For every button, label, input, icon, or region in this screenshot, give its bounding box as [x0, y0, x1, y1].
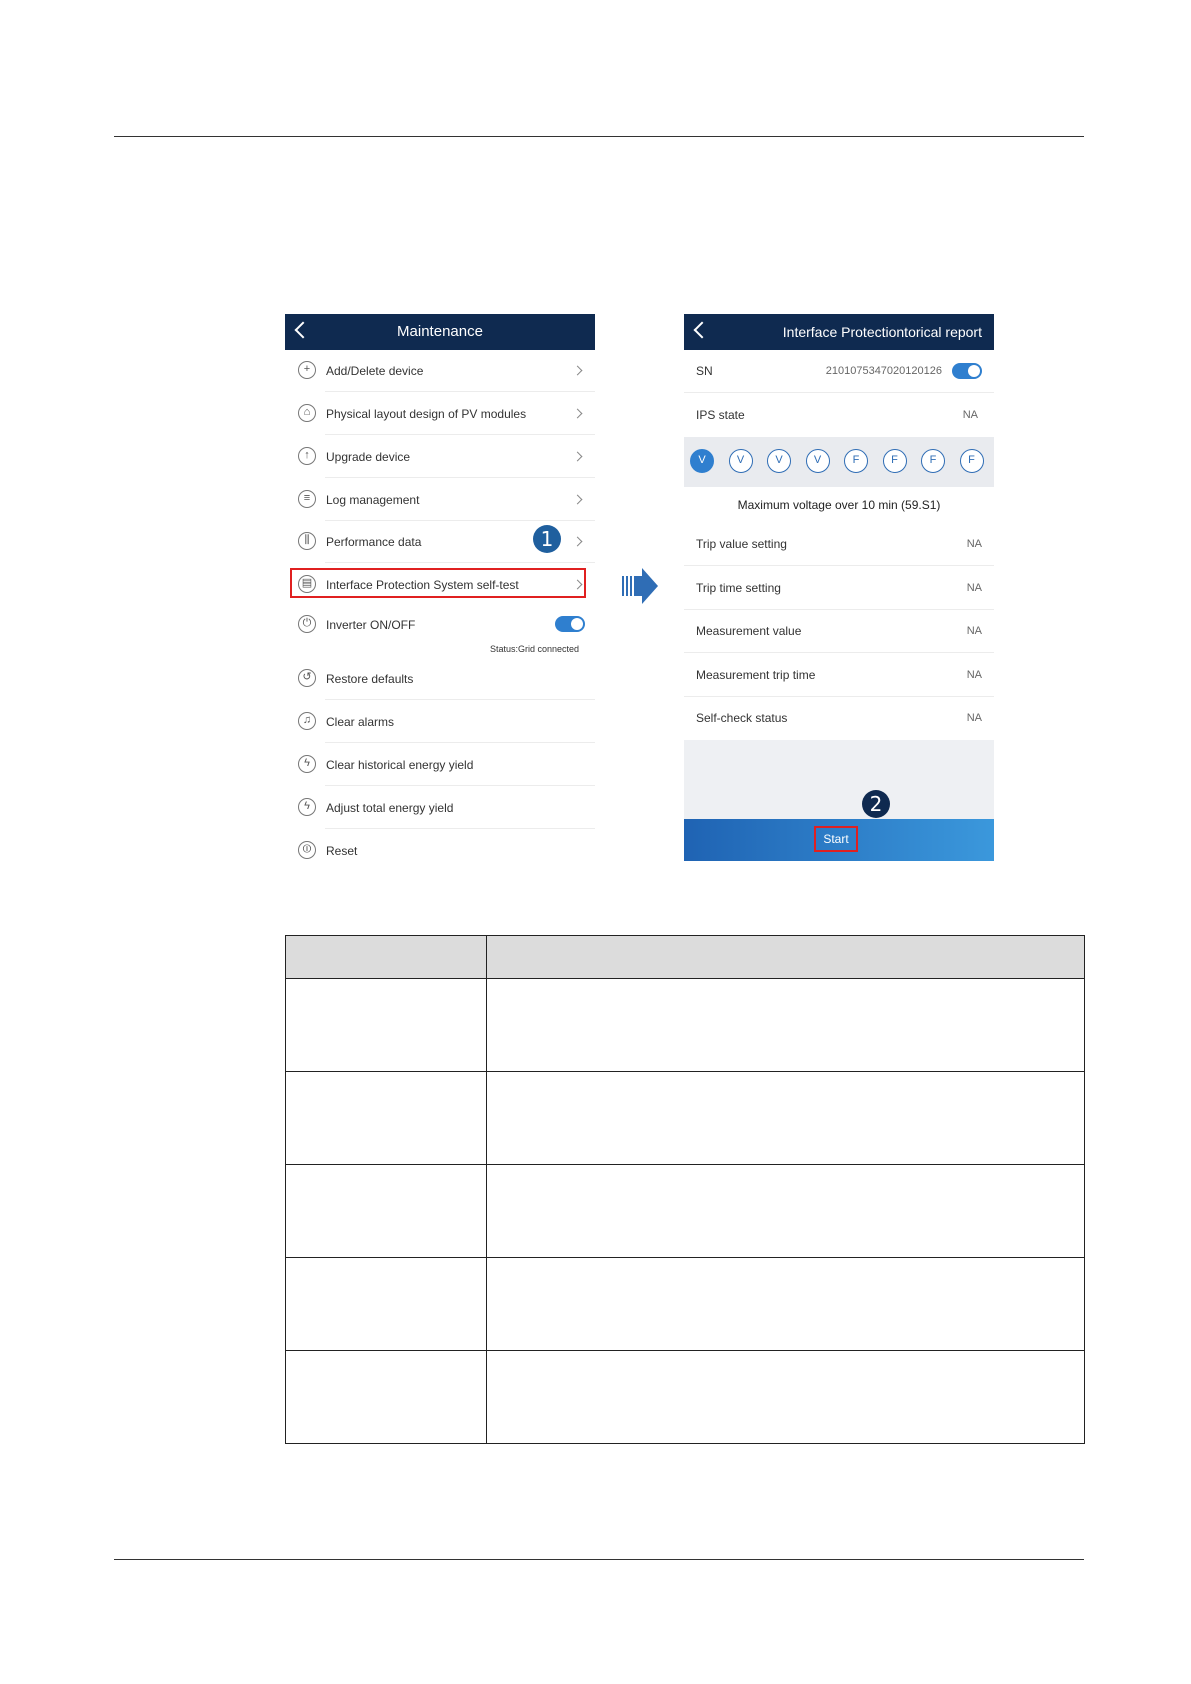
chevron-right-icon	[573, 537, 583, 547]
table-cell	[487, 1258, 1085, 1351]
ips-state-label: IPS state	[696, 408, 745, 422]
ips-result-label: Trip time setting	[696, 580, 781, 595]
ips-result-value: NA	[966, 625, 982, 637]
ips-test-icon[interactable]: F	[883, 449, 907, 473]
chevron-right-icon	[573, 452, 583, 462]
menu-item-label: Reset	[326, 844, 358, 858]
ips-result-label: Self-check status	[696, 711, 788, 725]
table-row	[286, 1258, 1085, 1351]
ips-test-icon[interactable]: F	[960, 449, 984, 473]
table-cell	[487, 1351, 1085, 1444]
bottom-rule	[114, 1559, 1084, 1560]
ips-result-row	[684, 654, 994, 697]
ips-state-value: NA	[962, 409, 978, 421]
ips-test-icon[interactable]: V	[767, 449, 791, 473]
chevron-right-icon	[573, 366, 583, 376]
table-row	[286, 1165, 1085, 1258]
alarm-icon: ♫	[298, 712, 316, 730]
maintenance-title: Maintenance	[397, 323, 483, 340]
ips-result-row	[684, 697, 994, 740]
menu-item-label: Performance data	[326, 535, 422, 549]
power-icon: ⏻	[298, 615, 316, 633]
table-cell	[286, 979, 487, 1072]
table-header-row	[286, 936, 1085, 979]
restore-icon: ↺	[298, 669, 316, 687]
inverter-status: Status:Grid connected	[489, 644, 579, 654]
menu-item[interactable]	[285, 830, 595, 872]
start-button[interactable]: Start	[814, 826, 858, 852]
ips-result-row	[684, 610, 994, 653]
sn-label: SN	[696, 364, 713, 378]
menu-item-label: Inverter ON/OFF	[326, 618, 416, 632]
ips-test-icon[interactable]: V	[729, 449, 753, 473]
table-header-cell	[286, 936, 487, 979]
parameter-table	[285, 935, 1085, 1444]
table-cell	[487, 1072, 1085, 1165]
self-test-highlight	[290, 568, 586, 598]
ips-screen	[684, 314, 994, 861]
menu-item[interactable]	[285, 604, 595, 646]
menu-item[interactable]	[285, 701, 595, 743]
step-2-badge: 2	[862, 790, 890, 818]
menu-item[interactable]	[285, 350, 595, 392]
ips-test-strip	[684, 437, 994, 487]
table-row	[286, 1072, 1085, 1165]
menu-item[interactable]	[285, 787, 595, 829]
maintenance-header	[285, 314, 595, 350]
menu-item-label: Interface Protection System self-test	[326, 578, 519, 592]
ips-title: Interface Protectiontorical report	[782, 324, 982, 340]
ips-result-label: Measurement trip time	[696, 667, 816, 682]
maintenance-screen	[285, 314, 595, 864]
ips-result-value: NA	[966, 581, 982, 594]
table-row	[286, 1351, 1085, 1444]
menu-item[interactable]	[285, 744, 595, 786]
upgrade-icon: ↑	[298, 447, 316, 465]
ips-result-label: Measurement value	[696, 624, 802, 638]
sn-row	[684, 350, 994, 393]
layout-icon: ⌂	[298, 404, 316, 422]
table-cell	[286, 1165, 487, 1258]
ips-test-caption: Maximum voltage over 10 min (59.S1)	[737, 498, 941, 512]
ips-result-row	[684, 567, 994, 610]
table-cell	[487, 1165, 1085, 1258]
energy-icon: ϟ	[298, 755, 316, 773]
menu-item-label: Clear alarms	[326, 715, 395, 729]
menu-item-label: Upgrade device	[326, 450, 411, 464]
plus-circle-icon: +	[298, 361, 316, 379]
ips-test-icon[interactable]: V	[690, 449, 714, 473]
inverter-toggle[interactable]	[555, 616, 585, 632]
ips-result-value: NA	[966, 668, 982, 681]
table-cell	[286, 1351, 487, 1444]
menu-item-label: Clear historical energy yield	[326, 758, 474, 772]
ips-result-value: NA	[966, 712, 982, 724]
table-cell	[286, 1072, 487, 1165]
menu-item-label: Adjust total energy yield	[326, 801, 454, 815]
start-bar	[684, 819, 994, 861]
ips-test-icon[interactable]: F	[921, 449, 945, 473]
ips-test-icon[interactable]: F	[844, 449, 868, 473]
chevron-right-icon	[573, 495, 583, 505]
chevron-right-icon	[573, 409, 583, 419]
self-test-icon: ▤	[298, 575, 316, 593]
ips-result-value: NA	[966, 538, 982, 550]
table-cell	[286, 1258, 487, 1351]
ips-state-row	[684, 394, 994, 437]
menu-item[interactable]	[285, 393, 595, 435]
performance-icon: ⫼	[298, 532, 316, 550]
table-cell	[487, 979, 1085, 1072]
ips-result-row	[684, 523, 994, 566]
top-rule	[114, 136, 1084, 137]
sn-toggle[interactable]	[952, 363, 982, 379]
menu-item-label: Log management	[326, 493, 420, 507]
ips-result-label: Trip value setting	[696, 537, 787, 551]
menu-item[interactable]	[285, 436, 595, 478]
sn-value: 2101075347020120126	[825, 365, 942, 377]
ips-test-icon[interactable]: V	[806, 449, 830, 473]
menu-item[interactable]	[285, 658, 595, 700]
step-1-badge: 1	[533, 525, 561, 553]
reset-icon: ⏼	[298, 841, 316, 859]
menu-item-label: Physical layout design of PV modules	[326, 407, 527, 421]
menu-item-label: Add/Delete device	[326, 364, 424, 378]
menu-item-label: Restore defaults	[326, 672, 414, 686]
menu-item[interactable]	[285, 479, 595, 521]
table-row	[286, 979, 1085, 1072]
ips-header	[684, 314, 994, 350]
log-icon: ≡	[298, 490, 316, 508]
ips-empty-area	[684, 740, 994, 820]
adjust-energy-icon: ϟ	[298, 798, 316, 816]
table-header-cell	[487, 936, 1085, 979]
flow-arrow-icon	[622, 568, 658, 604]
